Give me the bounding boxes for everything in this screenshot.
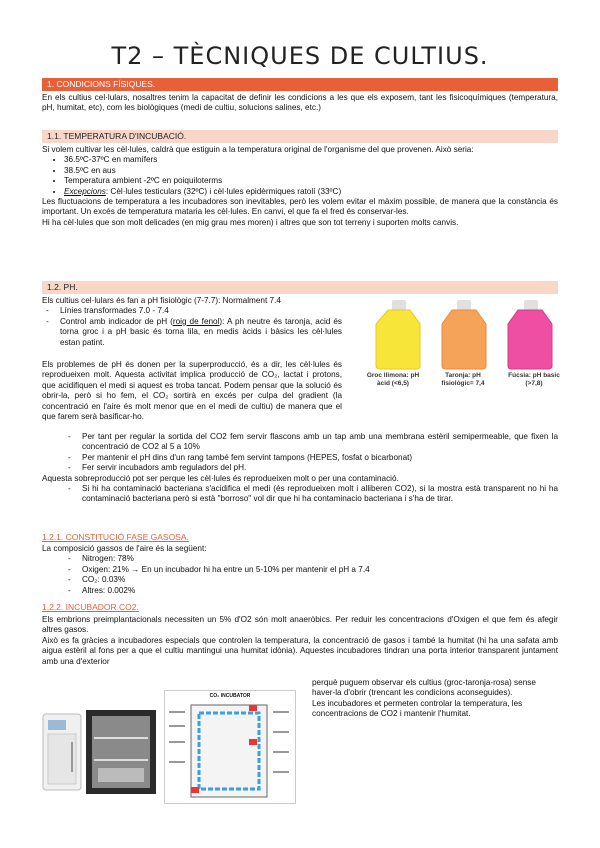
diagram-title: CO₂ INCUBATOR <box>209 693 251 699</box>
list-item: - CO₂: 0.03% <box>82 575 558 585</box>
yellow-bottle <box>376 300 420 369</box>
section-1-2-2-text-right <box>312 678 558 720</box>
phenol-red-link: roig de fenol <box>172 316 220 326</box>
section-heading-1-1: 1.1. TEMPERATURA D'INCUBACIÓ. <box>42 130 558 143</box>
list-item: - Fer servir incubadors amb reguladors del pH. <box>82 463 558 473</box>
section-1-text <box>42 93 558 114</box>
section-1-2-2-text <box>42 615 558 667</box>
list-item: • Temperatura ambient -2ºC en poiquiloterms <box>64 176 558 186</box>
section-heading-1-2: 1.2. PH. <box>42 281 558 294</box>
incubator-diagram <box>164 690 296 804</box>
paragraph: Hi ha cèl·lules que son molt delicades (en mig grau mes moren) i altres que son tot terreny i suporten molts canvis. <box>42 217 459 227</box>
section-1-2-text-left <box>42 296 342 348</box>
paragraph: Això es fa gràcies a incubadores especials que controlen la temperatura, la concentració de gasos i també la humitat (hi ha una safata amb aigua estèril al fons per a que el cultiu mantingui una humitat idònia). Aquestes incubadores tindran una porta interior transparent juntament amb una d'exterior <box>42 635 558 666</box>
contamination-list <box>42 484 558 505</box>
section-1-2-text-2 <box>42 432 558 505</box>
incubator-interior-photo <box>86 710 156 794</box>
exceptions-text: : Cèl·lules testiculars (32ºC) i cèl·lules epidèrmiques ratolí (33ºC) <box>105 186 342 196</box>
co2-list <box>42 432 558 474</box>
paragraph: perquè puguem observar els cultius (groc-taronja-rosa) sense haver-la d'obrir (trencant les condicions aconseguides). <box>312 678 536 698</box>
caption-yellow: Groc llimona: pH àcid (<6,5) <box>366 372 420 387</box>
list-item: - Altres: 0.002% <box>82 586 558 596</box>
list-item: - Oxigen: 21% → En un incubador hi ha entre un 5-10% per mantenir el pH a 7.4 <box>82 565 558 575</box>
pink-bottle <box>508 300 552 369</box>
list-item: • 36.5ºC-37ºC en mamífers <box>64 155 558 165</box>
list-item: - Nitrogen: 78% <box>82 554 558 564</box>
list-item: - Control amb indicador de pH (roig de fenol): A ph neutre és taronja, acid és torna groc i a pH basic és torna lila, en medis àcids i bàsics les cèl·lules estan patint. <box>60 317 342 348</box>
caption-pink: Fúcsia: pH basic (>7,8) <box>508 372 560 387</box>
list-item: - Si hi ha contaminació bacteriana s'acidifica el medi (és reprodueixen molt i alliberen CO2), si la mostra està transparent no hi ha contaminació bacteriana però si està "borroso" vol dir que hi ha contaminacio bacteriana i s'ha de tirar. <box>82 484 558 505</box>
paragraph: Els problemes de pH és donen per la superproducció, és a dir, les cèl·lules és reprodueixen molt. Aquesta activitat implica producció de CO₂, lactat i protons, que acidifiquen el medi si aquest es troba tancat. Podem pensar que la solució és obrir-la, però si ho fem, el CO₂ sortirà en excés per culpa del gradient (la concentració en l'aire és molt menor que en el medi de cultiu) de manera que el que farem serà basificar-ho. <box>42 360 342 422</box>
paragraph: Aquesta sobreproducció pot ser perque les cèl·lules és reprodueixen molt o per una contaminació. <box>42 473 399 483</box>
section-heading-1-2-1: 1.2.1. CONSTITUCIÓ FASE GASOSA. <box>42 532 189 542</box>
list-item: - Per tant per regular la sortida del CO2 fem servir flascons amb un tap amb una membrana estèril semipermeable, que fixen la concentració de CO2 al 5 a 10% <box>82 432 558 453</box>
paragraph: Les incubadores et permeten controlar la temperatura, les concentracions de CO2 i mantenir l'humitat. <box>312 698 523 719</box>
ph-indicator-bottles <box>366 298 558 370</box>
orange-bottle <box>442 300 486 369</box>
list-item: - Per mantenir el pH dins d'un rang també fem servint tampons (HEPES, fosfat o bicarbonat) <box>82 453 558 463</box>
section-1-1-text <box>42 145 558 228</box>
ph-list <box>42 306 342 348</box>
gas-list <box>42 554 558 596</box>
paragraph: La composició gassos de l'aire és la següent: <box>42 544 207 553</box>
list-item: • 38.5ºC en aus <box>64 166 558 176</box>
section-1-2-1-text <box>42 544 558 596</box>
paragraph: Si volem cultivar les cèl·lules, caldrà que estiguin a la temperatura original de l'organisme del que provenen. Això seria: <box>42 145 474 154</box>
paragraph: En els cultius cel·lulars, nosaltres tenim la capacitat de definir les condicions a les que els exposem, tant les fisicoquímiques (temperatura, pH, humitat, etc), com les biològiques (medi de cultiu, solucions salines, etc.) <box>42 93 558 113</box>
section-heading-1-2-2: 1.2.2. INCUBADOR CO2. <box>42 602 139 612</box>
list-item <box>64 187 558 197</box>
caption-orange: Taronja: pH fisiològic= 7,4 <box>441 372 485 387</box>
page-title: T2 – TÈCNIQUES DE CULTIUS. <box>111 42 489 70</box>
paragraph: Les fluctuacions de temperatura a les incubadores son inevitables, però les volem evitar el màxim possible, de manera que la constància és important. Un excés de temperatura mataria les cèl·lules. En canvi, el que fa el fred és conservar-les. <box>42 197 558 217</box>
paragraph: Els cultius cel·lulars és fan a pH fisiològic (7-7.7): Normalment 7.4 <box>42 296 281 305</box>
temperature-list <box>42 155 558 197</box>
section-heading-1: 1. CONDICIONS FÍSIQUES. <box>42 78 558 91</box>
list-item: - Línies transformades 7.0 - 7.4 <box>60 306 342 316</box>
exceptions-label: Excepcions <box>64 186 106 196</box>
incubator-photo <box>42 712 82 792</box>
paragraph: Els embrions preimplantacionals necessiten un 5% d'O2 són molt anaeròbics. Per reduir les concentracions d'Oxigen el que fem és afegir altres gasos. <box>42 615 558 635</box>
